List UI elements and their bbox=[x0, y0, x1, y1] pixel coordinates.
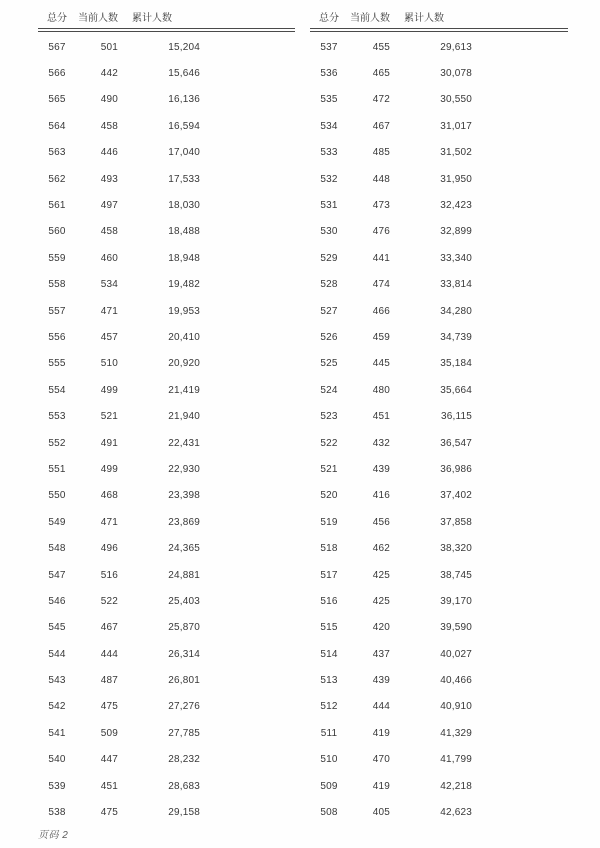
cell-current-count: 476 bbox=[372, 226, 390, 238]
cell-current-count: 496 bbox=[100, 543, 118, 555]
cell-total-score: 540 bbox=[48, 754, 66, 766]
cell-cumulative-count: 21,940 bbox=[168, 411, 200, 423]
cell-cumulative-count: 40,910 bbox=[440, 701, 472, 713]
cell-total-score: 532 bbox=[320, 173, 338, 185]
cell-total-score: 515 bbox=[320, 622, 338, 634]
cell-total-score: 546 bbox=[48, 595, 66, 607]
table-row bbox=[310, 324, 568, 350]
table-row bbox=[310, 720, 568, 746]
cell-current-count: 457 bbox=[100, 331, 118, 343]
table-row bbox=[38, 272, 295, 298]
cell-total-score: 525 bbox=[320, 358, 338, 370]
col-header-cumulative-count: 累计人数 bbox=[404, 13, 444, 24]
cell-cumulative-count: 35,184 bbox=[440, 358, 472, 370]
cell-cumulative-count: 31,017 bbox=[440, 120, 472, 132]
table-row bbox=[38, 799, 295, 825]
cell-cumulative-count: 20,410 bbox=[168, 331, 200, 343]
cell-total-score: 520 bbox=[320, 490, 338, 502]
cell-total-score: 559 bbox=[48, 252, 66, 264]
cell-cumulative-count: 24,881 bbox=[168, 569, 200, 581]
header-double-rule bbox=[310, 28, 568, 32]
cell-current-count: 439 bbox=[372, 675, 390, 687]
table-row bbox=[310, 377, 568, 403]
cell-cumulative-count: 28,683 bbox=[168, 780, 200, 792]
cell-current-count: 458 bbox=[100, 120, 118, 132]
table-row bbox=[310, 694, 568, 720]
cell-cumulative-count: 32,423 bbox=[440, 200, 472, 212]
cell-current-count: 468 bbox=[100, 490, 118, 502]
cell-cumulative-count: 29,158 bbox=[168, 807, 200, 819]
cell-total-score: 522 bbox=[320, 437, 338, 449]
cell-total-score: 539 bbox=[48, 780, 66, 792]
cell-total-score: 529 bbox=[320, 252, 338, 264]
cell-total-score: 512 bbox=[320, 701, 338, 713]
table-row bbox=[310, 483, 568, 509]
cell-total-score: 534 bbox=[320, 120, 338, 132]
cell-current-count: 493 bbox=[100, 173, 118, 185]
cell-current-count: 491 bbox=[100, 437, 118, 449]
table-row bbox=[38, 615, 295, 641]
cell-total-score: 530 bbox=[320, 226, 338, 238]
cell-current-count: 425 bbox=[372, 595, 390, 607]
table-row bbox=[310, 113, 568, 139]
cell-current-count: 442 bbox=[100, 68, 118, 80]
table-row bbox=[310, 403, 568, 429]
table-row bbox=[310, 298, 568, 324]
cell-cumulative-count: 17,533 bbox=[168, 173, 200, 185]
cell-current-count: 445 bbox=[372, 358, 390, 370]
cell-current-count: 475 bbox=[100, 807, 118, 819]
table-row bbox=[310, 535, 568, 561]
cell-current-count: 419 bbox=[372, 727, 390, 739]
cell-total-score: 544 bbox=[48, 648, 66, 660]
cell-current-count: 432 bbox=[372, 437, 390, 449]
cell-current-count: 451 bbox=[372, 411, 390, 423]
cell-total-score: 551 bbox=[48, 463, 66, 475]
cell-cumulative-count: 19,482 bbox=[168, 279, 200, 291]
cell-current-count: 473 bbox=[372, 200, 390, 212]
cell-total-score: 564 bbox=[48, 120, 66, 132]
cell-current-count: 474 bbox=[372, 279, 390, 291]
cell-cumulative-count: 16,136 bbox=[168, 94, 200, 106]
cell-total-score: 524 bbox=[320, 384, 338, 396]
cell-current-count: 471 bbox=[100, 516, 118, 528]
cell-total-score: 527 bbox=[320, 305, 338, 317]
cell-total-score: 541 bbox=[48, 727, 66, 739]
cell-cumulative-count: 26,801 bbox=[168, 675, 200, 687]
cell-cumulative-count: 27,276 bbox=[168, 701, 200, 713]
cell-cumulative-count: 21,419 bbox=[168, 384, 200, 396]
cell-current-count: 455 bbox=[372, 41, 390, 53]
col-header-total-score: 总分 bbox=[47, 13, 67, 24]
cell-current-count: 444 bbox=[372, 701, 390, 713]
cell-current-count: 439 bbox=[372, 463, 390, 475]
cell-current-count: 487 bbox=[100, 675, 118, 687]
cell-cumulative-count: 40,027 bbox=[440, 648, 472, 660]
cell-current-count: 459 bbox=[372, 331, 390, 343]
cell-cumulative-count: 25,870 bbox=[168, 622, 200, 634]
cell-current-count: 471 bbox=[100, 305, 118, 317]
table-row bbox=[310, 34, 568, 60]
table-row bbox=[310, 140, 568, 166]
cell-total-score: 554 bbox=[48, 384, 66, 396]
cell-current-count: 497 bbox=[100, 200, 118, 212]
cell-cumulative-count: 22,431 bbox=[168, 437, 200, 449]
table-row bbox=[38, 113, 295, 139]
table-row bbox=[38, 720, 295, 746]
table-header-row bbox=[310, 9, 568, 23]
cell-cumulative-count: 15,204 bbox=[168, 41, 200, 53]
table-row bbox=[38, 456, 295, 482]
cell-total-score: 514 bbox=[320, 648, 338, 660]
table-row bbox=[310, 799, 568, 825]
cell-current-count: 485 bbox=[372, 147, 390, 159]
cell-cumulative-count: 38,745 bbox=[440, 569, 472, 581]
table-row bbox=[38, 403, 295, 429]
cell-total-score: 566 bbox=[48, 68, 66, 80]
cell-current-count: 458 bbox=[100, 226, 118, 238]
cell-current-count: 444 bbox=[100, 648, 118, 660]
cell-current-count: 470 bbox=[372, 754, 390, 766]
table-body bbox=[38, 34, 295, 826]
col-header-total-score: 总分 bbox=[319, 13, 339, 24]
cell-cumulative-count: 36,986 bbox=[440, 463, 472, 475]
cell-cumulative-count: 31,502 bbox=[440, 147, 472, 159]
table-row bbox=[310, 245, 568, 271]
cell-total-score: 517 bbox=[320, 569, 338, 581]
cell-total-score: 550 bbox=[48, 490, 66, 502]
cell-cumulative-count: 24,365 bbox=[168, 543, 200, 555]
cell-total-score: 557 bbox=[48, 305, 66, 317]
cell-total-score: 561 bbox=[48, 200, 66, 212]
cell-total-score: 542 bbox=[48, 701, 66, 713]
cell-total-score: 538 bbox=[48, 807, 66, 819]
cell-current-count: 451 bbox=[100, 780, 118, 792]
cell-cumulative-count: 36,115 bbox=[440, 411, 472, 423]
table-row bbox=[38, 773, 295, 799]
cell-cumulative-count: 18,488 bbox=[168, 226, 200, 238]
cell-cumulative-count: 18,948 bbox=[168, 252, 200, 264]
table-header-row bbox=[38, 9, 295, 23]
table-row bbox=[310, 166, 568, 192]
cell-cumulative-count: 15,646 bbox=[168, 68, 200, 80]
table-row bbox=[38, 483, 295, 509]
cell-cumulative-count: 22,930 bbox=[168, 463, 200, 475]
table-row bbox=[38, 192, 295, 218]
cell-current-count: 416 bbox=[372, 490, 390, 502]
cell-total-score: 521 bbox=[320, 463, 338, 475]
table-row bbox=[310, 456, 568, 482]
header-double-rule bbox=[38, 28, 295, 32]
cell-total-score: 547 bbox=[48, 569, 66, 581]
cell-total-score: 552 bbox=[48, 437, 66, 449]
table-row bbox=[38, 34, 295, 60]
cell-total-score: 510 bbox=[320, 754, 338, 766]
cell-total-score: 543 bbox=[48, 675, 66, 687]
cell-current-count: 472 bbox=[372, 94, 390, 106]
cell-total-score: 565 bbox=[48, 94, 66, 106]
cell-total-score: 545 bbox=[48, 622, 66, 634]
cell-total-score: 563 bbox=[48, 147, 66, 159]
cell-cumulative-count: 32,899 bbox=[440, 226, 472, 238]
cell-cumulative-count: 17,040 bbox=[168, 147, 200, 159]
table-row bbox=[310, 219, 568, 245]
cell-cumulative-count: 23,869 bbox=[168, 516, 200, 528]
cell-cumulative-count: 23,398 bbox=[168, 490, 200, 502]
cell-cumulative-count: 33,814 bbox=[440, 279, 472, 291]
table-row bbox=[38, 667, 295, 693]
table-row bbox=[38, 166, 295, 192]
cell-cumulative-count: 16,594 bbox=[168, 120, 200, 132]
cell-current-count: 467 bbox=[372, 120, 390, 132]
cell-current-count: 447 bbox=[100, 754, 118, 766]
table-row bbox=[38, 298, 295, 324]
table-row bbox=[38, 509, 295, 535]
table-row bbox=[310, 747, 568, 773]
cell-total-score: 513 bbox=[320, 675, 338, 687]
cell-total-score: 537 bbox=[320, 41, 338, 53]
cell-total-score: 523 bbox=[320, 411, 338, 423]
table-row bbox=[38, 140, 295, 166]
table-row bbox=[38, 377, 295, 403]
cell-total-score: 562 bbox=[48, 173, 66, 185]
cell-current-count: 462 bbox=[372, 543, 390, 555]
cell-current-count: 405 bbox=[372, 807, 390, 819]
cell-current-count: 465 bbox=[372, 68, 390, 80]
cell-current-count: 521 bbox=[100, 411, 118, 423]
cell-cumulative-count: 39,590 bbox=[440, 622, 472, 634]
cell-cumulative-count: 18,030 bbox=[168, 200, 200, 212]
cell-current-count: 510 bbox=[100, 358, 118, 370]
cell-current-count: 490 bbox=[100, 94, 118, 106]
cell-current-count: 425 bbox=[372, 569, 390, 581]
cell-total-score: 518 bbox=[320, 543, 338, 555]
cell-total-score: 567 bbox=[48, 41, 66, 53]
cell-current-count: 509 bbox=[100, 727, 118, 739]
cell-cumulative-count: 28,232 bbox=[168, 754, 200, 766]
cell-total-score: 526 bbox=[320, 331, 338, 343]
cell-cumulative-count: 35,664 bbox=[440, 384, 472, 396]
cell-cumulative-count: 25,403 bbox=[168, 595, 200, 607]
cell-cumulative-count: 37,402 bbox=[440, 490, 472, 502]
cell-total-score: 560 bbox=[48, 226, 66, 238]
cell-cumulative-count: 30,550 bbox=[440, 94, 472, 106]
table-row bbox=[310, 773, 568, 799]
col-header-current-count: 当前人数 bbox=[350, 13, 390, 24]
cell-total-score: 533 bbox=[320, 147, 338, 159]
table-row bbox=[310, 60, 568, 86]
cell-total-score: 508 bbox=[320, 807, 338, 819]
page-number-footer: 页码 2 bbox=[38, 830, 69, 841]
table-row bbox=[38, 324, 295, 350]
table-row bbox=[38, 694, 295, 720]
cell-total-score: 511 bbox=[320, 727, 338, 739]
cell-cumulative-count: 33,340 bbox=[440, 252, 472, 264]
cell-total-score: 548 bbox=[48, 543, 66, 555]
col-header-cumulative-count: 累计人数 bbox=[132, 13, 172, 24]
table-row bbox=[310, 87, 568, 113]
cell-cumulative-count: 41,329 bbox=[440, 727, 472, 739]
cell-total-score: 531 bbox=[320, 200, 338, 212]
cell-current-count: 446 bbox=[100, 147, 118, 159]
cell-cumulative-count: 26,314 bbox=[168, 648, 200, 660]
cell-total-score: 509 bbox=[320, 780, 338, 792]
table-row bbox=[38, 747, 295, 773]
table-row bbox=[38, 87, 295, 113]
table-row bbox=[310, 272, 568, 298]
cell-cumulative-count: 20,920 bbox=[168, 358, 200, 370]
cell-cumulative-count: 41,799 bbox=[440, 754, 472, 766]
cell-cumulative-count: 30,078 bbox=[440, 68, 472, 80]
table-row bbox=[38, 351, 295, 377]
cell-total-score: 549 bbox=[48, 516, 66, 528]
cell-cumulative-count: 29,613 bbox=[440, 41, 472, 53]
table-row bbox=[310, 641, 568, 667]
cell-total-score: 536 bbox=[320, 68, 338, 80]
cell-cumulative-count: 38,320 bbox=[440, 543, 472, 555]
cell-cumulative-count: 31,950 bbox=[440, 173, 472, 185]
cell-total-score: 558 bbox=[48, 279, 66, 291]
cell-current-count: 499 bbox=[100, 384, 118, 396]
cell-cumulative-count: 34,739 bbox=[440, 331, 472, 343]
table-body bbox=[310, 34, 568, 826]
table-row bbox=[310, 430, 568, 456]
cell-current-count: 499 bbox=[100, 463, 118, 475]
table-row bbox=[38, 535, 295, 561]
cell-current-count: 460 bbox=[100, 252, 118, 264]
table-row bbox=[38, 588, 295, 614]
cell-current-count: 475 bbox=[100, 701, 118, 713]
cell-cumulative-count: 40,466 bbox=[440, 675, 472, 687]
cell-total-score: 528 bbox=[320, 279, 338, 291]
cell-current-count: 516 bbox=[100, 569, 118, 581]
cell-current-count: 480 bbox=[372, 384, 390, 396]
cell-total-score: 516 bbox=[320, 595, 338, 607]
table-row bbox=[38, 219, 295, 245]
cell-cumulative-count: 34,280 bbox=[440, 305, 472, 317]
cell-total-score: 553 bbox=[48, 411, 66, 423]
table-row bbox=[310, 562, 568, 588]
cell-current-count: 419 bbox=[372, 780, 390, 792]
cell-cumulative-count: 19,953 bbox=[168, 305, 200, 317]
cell-cumulative-count: 37,858 bbox=[440, 516, 472, 528]
table-row bbox=[38, 562, 295, 588]
cell-cumulative-count: 36,547 bbox=[440, 437, 472, 449]
cell-current-count: 437 bbox=[372, 648, 390, 660]
cell-current-count: 534 bbox=[100, 279, 118, 291]
table-row bbox=[38, 430, 295, 456]
table-row bbox=[310, 192, 568, 218]
table-row bbox=[310, 588, 568, 614]
cell-current-count: 467 bbox=[100, 622, 118, 634]
cell-current-count: 448 bbox=[372, 173, 390, 185]
table-row bbox=[38, 245, 295, 271]
cell-total-score: 519 bbox=[320, 516, 338, 528]
cell-cumulative-count: 39,170 bbox=[440, 595, 472, 607]
cell-total-score: 555 bbox=[48, 358, 66, 370]
cell-current-count: 466 bbox=[372, 305, 390, 317]
table-row bbox=[310, 509, 568, 535]
cell-current-count: 522 bbox=[100, 595, 118, 607]
cell-current-count: 420 bbox=[372, 622, 390, 634]
cell-cumulative-count: 27,785 bbox=[168, 727, 200, 739]
table-row bbox=[38, 641, 295, 667]
cell-total-score: 535 bbox=[320, 94, 338, 106]
cell-total-score: 556 bbox=[48, 331, 66, 343]
cell-current-count: 441 bbox=[372, 252, 390, 264]
cell-current-count: 456 bbox=[372, 516, 390, 528]
cell-cumulative-count: 42,623 bbox=[440, 807, 472, 819]
table-row bbox=[310, 615, 568, 641]
table-row bbox=[310, 667, 568, 693]
table-row bbox=[310, 351, 568, 377]
table-row bbox=[38, 60, 295, 86]
cell-cumulative-count: 42,218 bbox=[440, 780, 472, 792]
col-header-current-count: 当前人数 bbox=[78, 13, 118, 24]
cell-current-count: 501 bbox=[100, 41, 118, 53]
